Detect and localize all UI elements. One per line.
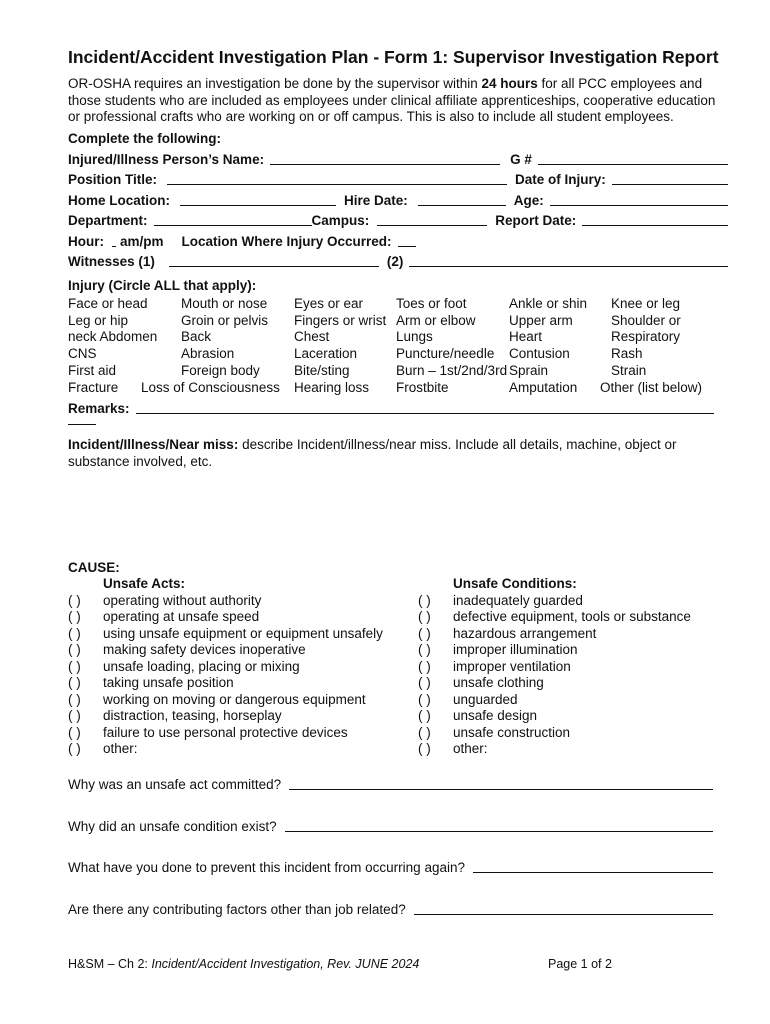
incident-description xyxy=(68,437,728,470)
injury-option[interactable]: Lungs xyxy=(396,329,433,345)
injury-option[interactable]: Ankle or shin xyxy=(509,296,588,311)
unsafe-conditions-heading: Unsafe Conditions: xyxy=(453,576,577,591)
intro-paragraph xyxy=(68,76,728,126)
question-answer-field[interactable] xyxy=(414,901,713,915)
intro-text-start: OR-OSHA requires an investigation be done by the supervisor within xyxy=(68,76,482,91)
injury-option[interactable]: Heart xyxy=(509,329,543,345)
injury-option[interactable]: Frostbite xyxy=(396,379,449,395)
injury-heading: Injury (Circle ALL that apply): xyxy=(68,278,257,293)
position-field[interactable] xyxy=(167,171,507,185)
checkbox-paren[interactable]: ( ) xyxy=(418,609,431,624)
unsafe-act-row[interactable]: ( ) operating at unsafe speed xyxy=(68,609,260,624)
injury-option[interactable]: Groin or pelvis xyxy=(181,312,269,328)
witness2-label: (2) xyxy=(386,254,404,269)
injury-option[interactable]: Upper arm xyxy=(509,312,573,328)
injury-option[interactable]: Fingers or wrist xyxy=(294,312,387,328)
checkbox-paren[interactable]: ( ) xyxy=(418,592,431,608)
injury-option[interactable]: Amputation xyxy=(509,379,578,395)
injury-option[interactable]: Respiratory xyxy=(611,329,681,345)
checkbox-paren[interactable]: ( ) xyxy=(68,691,81,707)
form-title: Incident/Accident Investigation Plan - Form 1: Supervisor Investigation Report xyxy=(68,47,719,67)
injury-option[interactable]: Shoulder or xyxy=(611,312,681,328)
row-department xyxy=(68,208,728,229)
unsafe-act-row[interactable]: ( ) failure to use personal protective devices xyxy=(68,724,348,740)
injury-option[interactable]: Eyes or ear xyxy=(294,296,364,311)
checkbox-paren[interactable]: ( ) xyxy=(418,708,431,723)
date-injury-field[interactable] xyxy=(612,171,728,185)
unsafe-condition-row[interactable]: ( ) unguarded xyxy=(418,691,518,707)
unsafe-condition-row[interactable]: ( ) other: xyxy=(418,741,488,756)
location-field[interactable] xyxy=(398,233,416,247)
question-contributing-factors xyxy=(68,899,713,917)
question-unsafe-act xyxy=(68,774,713,792)
witness1-label: Witnesses (1) xyxy=(68,254,155,269)
unsafe-act-row[interactable]: ( ) using unsafe equipment or equipment unsafely xyxy=(68,625,383,641)
department-label: Department: xyxy=(68,213,148,228)
injury-option[interactable]: Face or head xyxy=(68,296,148,311)
hour-field[interactable] xyxy=(112,233,116,247)
name-label: Injured/Illness Person’s Name: xyxy=(68,151,265,167)
injury-column-6 xyxy=(600,296,703,396)
unsafe-acts-heading: Unsafe Acts: xyxy=(103,576,186,591)
injury-option[interactable]: Rash xyxy=(611,346,643,362)
incident-instructions: describe Incident/illness/near miss. Include all details, machine, object or substance involved, etc. xyxy=(68,437,677,469)
unsafe-condition-row[interactable]: ( ) defective equipment, tools or substance xyxy=(418,609,691,624)
injury-option[interactable]: Chest xyxy=(294,329,330,345)
question-answer-field[interactable] xyxy=(473,859,713,873)
row-home xyxy=(68,187,728,208)
footer-page-number: Page 1 of 2 xyxy=(548,957,612,971)
injury-option[interactable]: Bite/sting xyxy=(294,362,350,378)
unsafe-acts-list xyxy=(68,576,383,758)
injury-option[interactable]: Back xyxy=(181,329,212,345)
intro-text-end: for all PCC employees and those students who are included as employees under clinical affiliate apprenticeships, cooperative education or professional crafts who are working on or off campus. This is also to include all student employees. xyxy=(68,76,716,124)
checkbox-paren[interactable]: ( ) xyxy=(68,658,81,674)
home-location-field[interactable] xyxy=(180,192,336,206)
injury-option[interactable]: Toes or foot xyxy=(396,296,467,311)
checkbox-paren[interactable]: ( ) xyxy=(418,741,431,756)
hour-label: Hour: xyxy=(68,233,104,249)
row-position xyxy=(68,167,728,188)
position-label: Position Title: xyxy=(68,172,158,187)
campus-label: Campus: xyxy=(311,213,370,228)
injury-column-5 xyxy=(509,296,587,396)
injury-option[interactable]: Sprain xyxy=(509,362,549,378)
ampm-label: am/pm xyxy=(120,233,164,249)
cause-heading: CAUSE: xyxy=(68,560,120,575)
injury-option[interactable]: neck Abdomen xyxy=(68,329,158,345)
injury-option[interactable]: Foreign body xyxy=(181,362,260,378)
campus-field[interactable] xyxy=(377,212,487,226)
injury-column-4 xyxy=(396,296,507,396)
injury-option[interactable]: Leg or hip xyxy=(68,312,129,328)
form-page xyxy=(68,46,728,470)
injury-option[interactable]: Puncture/needle xyxy=(396,346,495,362)
checkbox-paren[interactable]: ( ) xyxy=(68,609,81,624)
unsafe-act-row[interactable]: ( ) distraction, teasing, horseplay xyxy=(68,708,282,723)
question-label: Why did an unsafe condition exist? xyxy=(68,819,277,834)
checkbox-paren[interactable]: ( ) xyxy=(68,741,81,756)
department-field[interactable] xyxy=(154,212,312,226)
unsafe-act-row[interactable]: ( ) other: xyxy=(68,741,138,756)
injury-option[interactable]: Burn – 1st/2nd/3rd xyxy=(396,362,508,378)
unsafe-act-row[interactable]: ( ) operating without authority xyxy=(68,592,262,608)
question-label: Why was an unsafe act committed? xyxy=(68,777,282,792)
injury-options xyxy=(68,296,728,398)
injury-option[interactable]: Fracture xyxy=(68,379,119,395)
checkbox-paren[interactable]: ( ) xyxy=(68,642,81,657)
age-field[interactable] xyxy=(550,192,728,206)
injury-option[interactable]: First aid xyxy=(68,362,117,378)
unsafe-act-row[interactable]: ( ) taking unsafe position xyxy=(68,675,234,690)
unsafe-act-row[interactable]: ( ) unsafe loading, placing or mixing xyxy=(68,658,300,674)
injury-option[interactable]: Hearing loss xyxy=(294,379,370,395)
injury-column-2 xyxy=(141,296,280,396)
injury-option[interactable]: Contusion xyxy=(509,346,570,362)
checkbox-paren[interactable]: ( ) xyxy=(418,625,431,641)
unsafe-condition-row[interactable]: ( ) hazardous arrangement xyxy=(418,625,597,641)
checkbox-paren[interactable]: ( ) xyxy=(68,708,81,723)
remarks-label: Remarks: xyxy=(68,401,130,416)
checkbox-paren[interactable]: ( ) xyxy=(68,675,81,690)
question-prevention xyxy=(68,857,713,875)
injury-option[interactable]: Laceration xyxy=(294,346,358,362)
checkbox-paren[interactable]: ( ) xyxy=(418,691,431,707)
checkbox-paren[interactable]: ( ) xyxy=(68,625,81,641)
checkbox-paren[interactable]: ( ) xyxy=(418,675,431,690)
checkbox-paren[interactable]: ( ) xyxy=(68,724,81,740)
injury-option[interactable]: Strain xyxy=(611,362,647,378)
checkbox-paren[interactable]: ( ) xyxy=(418,724,431,740)
remarks-field[interactable] xyxy=(136,400,714,414)
name-field[interactable] xyxy=(270,151,500,165)
g-number-label: G # xyxy=(510,151,532,167)
unsafe-condition-row[interactable]: ( ) unsafe clothing xyxy=(418,675,544,690)
row-name xyxy=(68,146,728,167)
injury-option[interactable]: Knee or leg xyxy=(611,296,681,311)
g-number-field[interactable] xyxy=(538,151,728,165)
injury-column-3 xyxy=(294,296,386,396)
incident-label: Incident/Illness/Near miss: xyxy=(68,437,239,452)
injury-option[interactable]: Loss of Consciousness xyxy=(141,379,280,395)
witness2-field[interactable] xyxy=(409,253,728,267)
row-hour xyxy=(68,228,728,249)
unsafe-act-row[interactable]: ( ) making safety devices inoperative xyxy=(68,642,306,657)
unsafe-conditions-list xyxy=(418,576,691,758)
remarks-row xyxy=(68,398,728,416)
remarks-continuation-line[interactable] xyxy=(68,416,96,425)
age-label: Age: xyxy=(513,192,544,208)
complete-label: Complete the following: xyxy=(68,131,221,146)
date-injury-label: Date of Injury: xyxy=(515,172,606,187)
question-unsafe-condition xyxy=(68,816,713,834)
checkbox-paren[interactable]: ( ) xyxy=(418,658,431,674)
footer-document-ref: H&SM – Ch 2: Incident/Accident Investigation, Rev. JUNE 2024 xyxy=(68,957,420,971)
report-date-label: Report Date: xyxy=(495,213,577,228)
unsafe-act-row[interactable]: ( ) working on moving or dangerous equipment xyxy=(68,691,366,707)
row-witnesses xyxy=(68,249,728,270)
injury-option[interactable]: CNS xyxy=(68,346,97,362)
unsafe-condition-row[interactable]: ( ) unsafe design xyxy=(418,708,538,723)
unsafe-condition-row[interactable]: ( ) improper illumination xyxy=(418,642,578,657)
unsafe-condition-row[interactable]: ( ) inadequately guarded xyxy=(418,592,583,608)
intro-bold-hours: 24 hours xyxy=(481,76,538,91)
hire-date-label: Hire Date: xyxy=(344,192,408,208)
report-date-field[interactable] xyxy=(582,212,728,226)
unsafe-condition-row[interactable]: ( ) improper ventilation xyxy=(418,658,571,674)
witness1-field[interactable] xyxy=(169,253,379,267)
home-location-label: Home Location: xyxy=(68,192,171,208)
hire-date-field[interactable] xyxy=(418,192,506,206)
injury-option[interactable]: Mouth or nose xyxy=(181,296,268,311)
question-label: What have you done to prevent this incident from occurring again? xyxy=(68,860,465,875)
checkbox-paren[interactable]: ( ) xyxy=(68,592,81,608)
question-answer-field[interactable] xyxy=(289,776,713,790)
checkbox-paren[interactable]: ( ) xyxy=(418,642,431,657)
question-answer-field[interactable] xyxy=(285,818,713,832)
question-label: Are there any contributing factors other than job related? xyxy=(68,902,406,917)
location-label: Location Where Injury Occurred: xyxy=(181,233,392,249)
unsafe-condition-row[interactable]: ( ) unsafe construction xyxy=(418,724,571,740)
injury-option[interactable]: Abrasion xyxy=(181,346,235,362)
injury-option[interactable]: Arm or elbow xyxy=(396,312,476,328)
injury-option[interactable]: Other (list below) xyxy=(600,379,703,395)
